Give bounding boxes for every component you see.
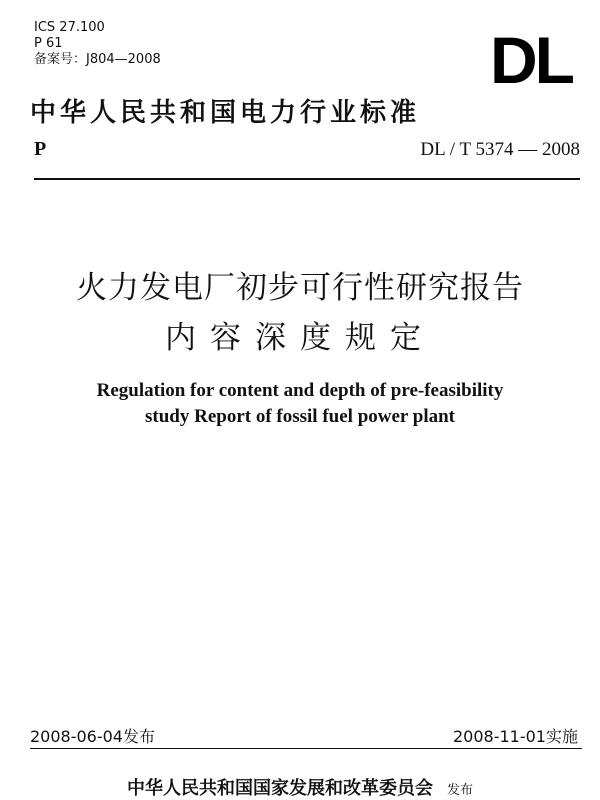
chinese-title-line1: 火力发电厂初步可行性研究报告 (76, 270, 524, 306)
category-code: P 61 (34, 36, 63, 51)
issue-date: 2008-06-04发布 (30, 727, 155, 746)
filing-number: 备案号：J804—2008 (34, 52, 161, 67)
issuer-line (0, 774, 600, 800)
code-row (34, 138, 580, 161)
footer-divider (30, 748, 582, 749)
dl-logo: DL (490, 23, 572, 97)
ics-code: ICS 27.100 (34, 20, 105, 35)
issuer-name: 中华人民共和国国家发展和改革委员会 (126, 778, 433, 799)
category-letter: P (34, 138, 47, 160)
chinese-title-line2: 内容深度规定 (165, 320, 435, 356)
dates-row (30, 724, 578, 747)
standard-code: DL / T 5374 — 2008 (420, 139, 580, 160)
effective-date: 2008-11-01实施 (453, 727, 578, 746)
document-meta (34, 20, 161, 68)
english-title-line1: Regulation for content and depth of pre-feasibility (96, 380, 504, 401)
issuer-action: 发布 (446, 783, 473, 798)
standard-title: 中华人民共和国电力行业标准 (30, 98, 421, 128)
english-title-line2: study Report of fossil fuel power plant (145, 406, 455, 427)
header-divider (34, 178, 580, 180)
